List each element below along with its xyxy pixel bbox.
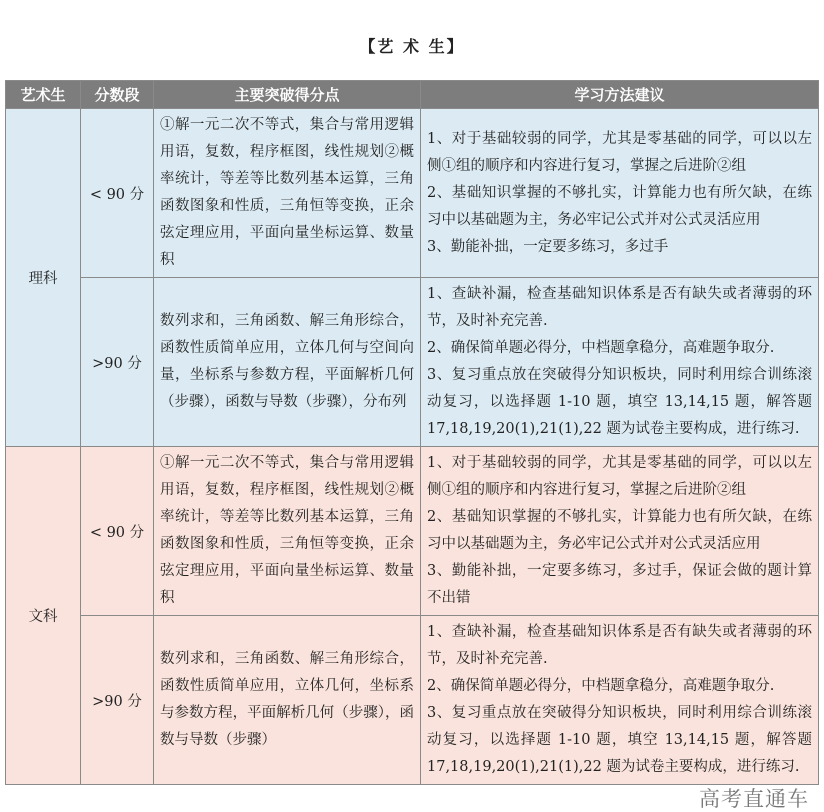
advice-item: 2、基础知识掌握的不够扎实，计算能力也有所欠缺，在练习中以基础题为主，务必牢记公式并对公式灵活应用 bbox=[427, 509, 812, 552]
advice-item: 2、确保简单题必得分，中档题拿稳分，高难题争取分. bbox=[427, 678, 775, 694]
advice-item: 3、复习重点放在突破得分知识板块，同时利用综合训练滚动复习，以选择题 1-10 题，填空 13,14,15 题，解答题 17,18,19,20(1),21(1),22 题为试卷主要构成，进行练习. bbox=[427, 705, 812, 775]
table-row bbox=[6, 109, 819, 278]
score-cell: >90 分 bbox=[81, 278, 154, 447]
points-cell: ①解一元二次不等式，集合与常用逻辑用语，复数，程序框图，线性规划②概率统计，等差等比数列基本运算，三角函数图象和性质，三角恒等变换，正余弦定理应用，平面向量坐标运算、数量积 bbox=[154, 447, 421, 616]
group-liberal-arts: 文科 bbox=[6, 447, 81, 785]
advice-cell bbox=[421, 616, 819, 785]
advice-item: 3、勤能补拙，一定要多练习，多过手 bbox=[427, 238, 669, 255]
advice-item: 3、勤能补拙，一定要多练习，多过手，保证会做的题计算不出错 bbox=[427, 563, 812, 606]
group-science: 理科 bbox=[6, 109, 81, 447]
points-cell: ①解一元二次不等式，集合与常用逻辑用语，复数，程序框图，线性规划②概率统计，等差等比数列基本运算，三角函数图象和性质，三角恒等变换，正余弦定理应用，平面向量坐标运算、数量积 bbox=[154, 109, 421, 278]
table-row bbox=[6, 447, 819, 616]
advice-cell bbox=[421, 278, 819, 447]
advice-item: 2、确保简单题必得分，中档题拿稳分，高难题争取分. bbox=[427, 340, 775, 356]
advice-item: 1、查缺补漏，检查基础知识体系是否有缺失或者薄弱的环节，及时补充完善. bbox=[427, 624, 812, 667]
advice-item: 1、对于基础较弱的同学，尤其是零基础的同学，可以以左侧①组的顺序和内容进行复习，掌握之后进阶②组 bbox=[427, 130, 812, 174]
advice-item: 1、对于基础较弱的同学，尤其是零基础的同学，可以以左侧①组的顺序和内容进行复习，掌握之后进阶②组 bbox=[427, 455, 812, 498]
advice-cell bbox=[421, 447, 819, 616]
page-title: 【艺 术 生】 bbox=[359, 37, 465, 56]
points-cell: 数列求和，三角函数、解三角形综合，函数性质简单应用，立体几何，坐标系与参数方程，平面解析几何（步骤），函数与导数（步骤） bbox=[154, 616, 421, 785]
watermark: 高考直通车 bbox=[699, 787, 809, 811]
header-study-advice: 学习方法建议 bbox=[421, 81, 819, 109]
header-key-points: 主要突破得分点 bbox=[154, 81, 421, 109]
advice-item: 1、查缺补漏，检查基础知识体系是否有缺失或者薄弱的环节，及时补充完善. bbox=[427, 286, 812, 329]
table-row bbox=[6, 616, 819, 785]
table-row bbox=[6, 278, 819, 447]
advice-item: 3、复习重点放在突破得分知识板块，同时利用综合训练滚动复习，以选择题 1-10 题，填空 13,14,15 题，解答题 17,18,19,20(1),21(1),22 题为试卷主要构成，进行练习. bbox=[427, 367, 812, 437]
table-header-row bbox=[6, 81, 819, 109]
score-cell: >90 分 bbox=[81, 616, 154, 785]
score-cell: < 90 分 bbox=[81, 109, 154, 278]
header-score-range: 分数段 bbox=[81, 81, 154, 109]
header-art-student: 艺术生 bbox=[6, 81, 81, 109]
advice-cell bbox=[421, 109, 819, 278]
score-cell: < 90 分 bbox=[81, 447, 154, 616]
study-plan-table bbox=[5, 80, 819, 785]
points-cell: 数列求和，三角函数、解三角形综合，函数性质简单应用，立体几何与空间向量，坐标系与参数方程，平面解析几何（步骤），函数与导数（步骤），分布列 bbox=[154, 278, 421, 447]
table-wrapper bbox=[5, 80, 819, 811]
advice-item: 2、基础知识掌握的不够扎实，计算能力也有所欠缺，在练习中以基础题为主，务必牢记公式并对公式灵活应用 bbox=[427, 184, 812, 228]
